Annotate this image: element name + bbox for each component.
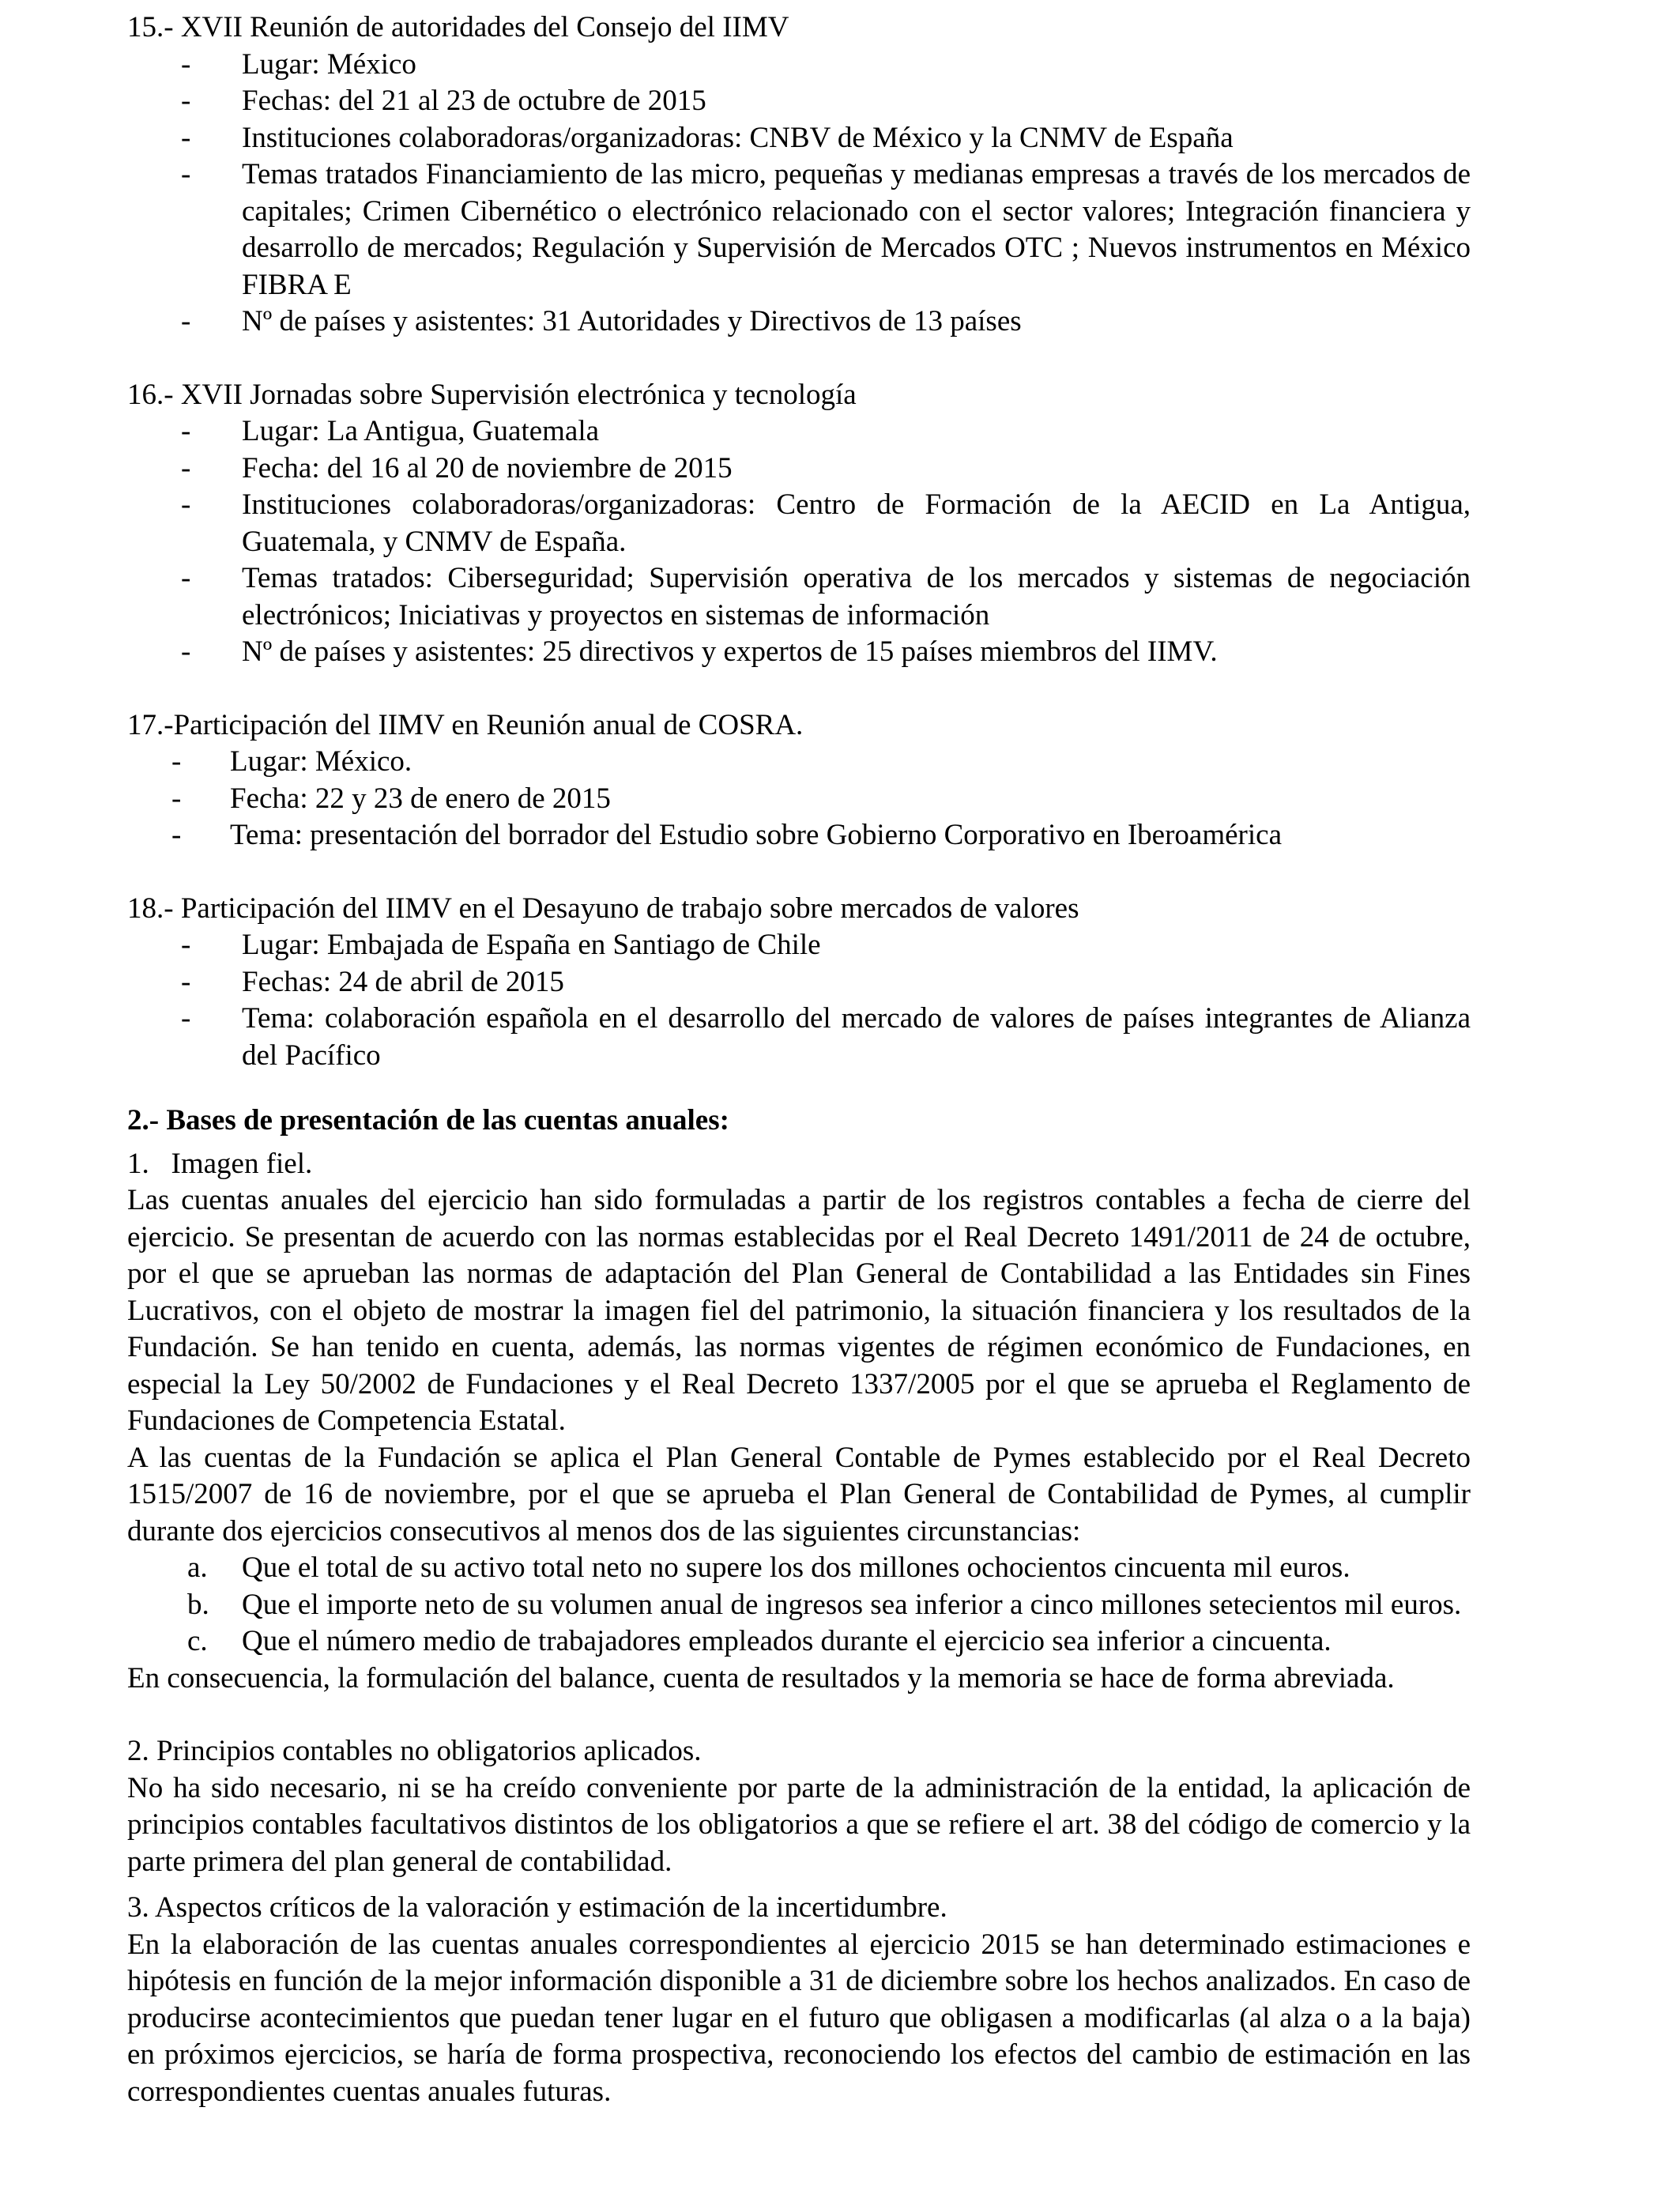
spacer xyxy=(127,1697,1471,1733)
spacer xyxy=(127,671,1471,707)
item-15-title: 15.- XVII Reunión de autoridades del Consejo del IIMV xyxy=(127,11,789,43)
list-item: - Lugar: México. xyxy=(171,745,412,778)
list-item: - Tema: presentación del borrador del Estudio sobre Gobierno Corporativo en Iberoamérica xyxy=(171,819,1282,851)
subsection-1-title: 1. Imagen fiel. xyxy=(127,1147,313,1180)
item-18-title: 18.- Participación del IIMV en el Desayuno de trabajo sobre mercados de valores xyxy=(127,892,1079,925)
list-item: - Temas tratados Financiamiento de las micro, pequeñas y medianas empresas a través de los mercados de capitales; Crimen Cibernético o electrónico relacionado con el sector valores; Integración financiera y desarrollo de mercados; Regulación y Supervisión de Mercados OTC ; Nuevos instrumentos en México FIBRA E xyxy=(181,158,1471,301)
subsection-3-title: 3. Aspectos críticos de la valoración y estimación de la incertidumbre. xyxy=(127,1891,947,1924)
document-page xyxy=(127,9,1471,2110)
circumstances-list xyxy=(127,1550,1471,1661)
list-item: - Lugar: Embajada de España en Santiago de Chile xyxy=(181,929,821,961)
subsection-3-paragraph: En la elaboración de las cuentas anuales correspondientes al ejercicio 2015 se han determinado estimaciones e hipótesis en función de la mejor información disponible a 31 de diciembre sobre los hechos analizados. En caso de producirse acontecimientos que puedan tener lugar en el futuro que obligasen a modificarlas (al alza o a la baja) en próximos ejercicios, se haría de forma prospectiva, reconociendo los efectos del cambio de estimación en las correspondientes cuentas anuales futuras. xyxy=(127,1928,1471,2108)
subsection-2-paragraph: No ha sido necesario, ni se ha creído conveniente por parte de la administración de la entidad, la aplicación de principios contables facultativos distintos de los obligatorios a que se refiere el art. 38 del código de comercio y la parte primera del plan general de contabilidad. xyxy=(127,1771,1471,1878)
list-item: - Tema: colaboración española en el desarrollo del mercado de valores de países integrantes de Alianza del Pacífico xyxy=(181,1002,1471,1072)
subsection-1-paragraph-1: Las cuentas anuales del ejercicio han sido formuladas a partir de los registros contables a fecha de cierre del ejercicio. Se presentan de acuerdo con las normas establecidas por el Real Decreto 1491/2011 de 24 de octubre, por el que se aprueban las normas de adaptación del Plan General de Contabilidad a las Entidades sin Fines Lucrativos, con el objeto de mostrar la imagen fiel del patrimonio, la situación financiera y los resultados de la Fundación. Se han tenido en cuenta, además, las normas vigentes de régimen económico de Fundaciones, en especial la Ley 50/2002 de Fundaciones y el Real Decreto 1337/2005 por el que se aprueba el Reglamento de Fundaciones de Competencia Estatal. xyxy=(127,1184,1471,1437)
list-item: - Fecha: 22 y 23 de enero de 2015 xyxy=(171,782,611,815)
list-item: - Nº de países y asistentes: 25 directivos y expertos de 15 países miembros del IIMV. xyxy=(181,635,1218,668)
spacer xyxy=(127,341,1471,377)
spacer xyxy=(127,854,1471,891)
list-item: - Lugar: La Antigua, Guatemala xyxy=(181,415,600,447)
list-item: - Instituciones colaboradoras/organizadoras: Centro de Formación de la AECID en La Antigua, Guatemala, y CNMV de España. xyxy=(181,488,1471,558)
item-16-title: 16.- XVII Jornadas sobre Supervisión electrónica y tecnología xyxy=(127,378,857,411)
item-18-bullets xyxy=(127,927,1471,1074)
list-item: - Lugar: México xyxy=(181,47,416,81)
list-item: - Fecha: del 16 al 20 de noviembre de 2015 xyxy=(181,451,733,484)
subsection-2-title: 2. Principios contables no obligatorios aplicados. xyxy=(127,1735,702,1767)
spacer xyxy=(127,1140,1471,1146)
section-heading: 2.- Bases de presentación de las cuentas anuales: xyxy=(127,1104,729,1137)
list-item: - Fechas: del 21 al 23 de octubre de 2015 xyxy=(181,85,706,117)
subsection-1-paragraph-3: En consecuencia, la formulación del balance, cuenta de resultados y la memoria se hace de forma abreviada. xyxy=(127,1661,1395,1695)
list-item: b. Que el importe neto de su volumen anual de ingresos sea inferior a cinco millones setecientos mil euros. xyxy=(187,1588,1462,1621)
item-15-bullets xyxy=(127,47,1471,341)
item-17-bullets xyxy=(127,744,1471,854)
spacer xyxy=(127,1880,1471,1890)
item-17-title: 17.-Participación del IIMV en Reunión anual de COSRA. xyxy=(127,708,804,741)
list-item: - Nº de países y asistentes: 31 Autoridades y Directivos de 13 países xyxy=(181,305,1022,337)
spacer xyxy=(127,1074,1471,1103)
list-item: - Instituciones colaboradoras/organizadoras: CNBV de México y la CNMV de España xyxy=(181,121,1234,154)
list-item: - Fechas: 24 de abril de 2015 xyxy=(181,965,564,998)
subsection-1-paragraph-2: A las cuentas de la Fundación se aplica el Plan General Contable de Pymes establecido por el Real Decreto 1515/2007 de 16 de noviembre, por el que se aprueba el Plan General de Contabilidad de Pymes, al cumplir durante dos ejercicios consecutivos al menos dos de las siguientes circunstancias: xyxy=(127,1441,1471,1547)
list-item: c. Que el número medio de trabajadores empleados durante el ejercicio sea inferior a cincuenta. xyxy=(187,1625,1332,1657)
list-item: a. Que el total de su activo total neto no supere los dos millones ochocientos cincuenta mil euros. xyxy=(187,1551,1350,1584)
list-item: - Temas tratados: Ciberseguridad; Supervisión operativa de los mercados y sistemas de negociación electrónicos; Iniciativas y proyectos en sistemas de información xyxy=(181,562,1471,631)
item-16-bullets xyxy=(127,413,1471,671)
